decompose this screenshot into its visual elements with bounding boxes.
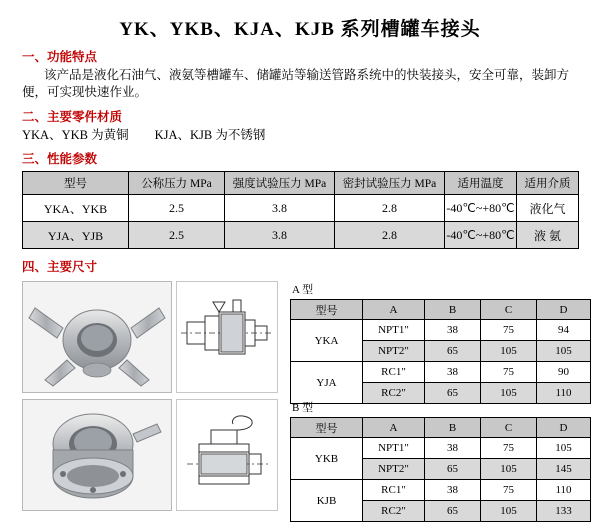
cell-c: 75 <box>481 438 537 459</box>
cell-c: 105 <box>481 383 537 404</box>
table-header-row <box>291 418 591 438</box>
dimension-table-b <box>290 417 591 522</box>
cell-d: 105 <box>537 341 591 362</box>
photo-type-a <box>22 281 172 393</box>
cell-b: 65 <box>425 341 481 362</box>
dim-table-b-caption: B 型 <box>292 402 314 414</box>
drawing-type-b <box>176 399 278 511</box>
cell-model: YKA、YKB <box>23 195 129 222</box>
col-header-strength-test-pressure: 强度试验压力 MPa <box>225 172 335 195</box>
table-row <box>23 222 579 249</box>
col-header-c: C <box>481 300 537 320</box>
cell-b: 65 <box>425 459 481 480</box>
table-header-row <box>23 172 579 195</box>
dimension-table-a <box>290 299 591 404</box>
drawing-type-a <box>176 281 278 393</box>
table-header-row <box>291 300 591 320</box>
performance-table <box>22 171 579 249</box>
col-header-medium: 适用介质 <box>517 172 579 195</box>
cell-a: NPT2" <box>363 459 425 480</box>
table-row <box>291 362 591 383</box>
cell-c: 105 <box>481 341 537 362</box>
col-header-d: D <box>537 418 591 438</box>
cell-d: 110 <box>537 383 591 404</box>
col-header-temperature: 适用温度 <box>445 172 517 195</box>
cell-b: 38 <box>425 320 481 341</box>
cell-model: YKB <box>291 438 363 480</box>
cell-b: 65 <box>425 501 481 522</box>
cell-model: KJB <box>291 480 363 522</box>
col-header-model: 型号 <box>23 172 129 195</box>
section-1-heading: 一、功能特点 <box>22 50 98 64</box>
cell-model: YKA <box>291 320 363 362</box>
cell-a: NPT1" <box>363 320 425 341</box>
cell-b: 38 <box>425 480 481 501</box>
coupling-drawing-b-graphic <box>177 400 277 510</box>
cell-d: 133 <box>537 501 591 522</box>
cell-seal-test-pressure: 2.8 <box>335 195 445 222</box>
cell-d: 94 <box>537 320 591 341</box>
section-4-heading: 四、主要尺寸 <box>22 260 98 274</box>
cell-medium: 液化气 <box>517 195 579 222</box>
col-header-d: D <box>537 300 591 320</box>
cell-c: 105 <box>481 459 537 480</box>
cell-a: RC2" <box>363 383 425 404</box>
col-header-b: B <box>425 418 481 438</box>
material-brass: YKA、YKB 为黄铜 <box>22 128 129 142</box>
material-steel: KJA、KJB 为不锈钢 <box>154 128 266 142</box>
cell-a: RC1" <box>363 362 425 383</box>
cell-a: NPT2" <box>363 341 425 362</box>
cell-b: 65 <box>425 383 481 404</box>
table-row <box>23 195 579 222</box>
cell-strength-test-pressure: 3.8 <box>225 222 335 249</box>
coupling-photo-b-graphic <box>23 400 171 510</box>
cell-nominal-pressure: 2.5 <box>129 195 225 222</box>
col-header-model: 型号 <box>291 300 363 320</box>
cell-d: 90 <box>537 362 591 383</box>
cell-d: 110 <box>537 480 591 501</box>
col-header-a: A <box>363 300 425 320</box>
table-row <box>291 438 591 459</box>
cell-temperature: -40℃~+80℃ <box>445 222 517 249</box>
coupling-drawing-a-graphic <box>177 282 277 392</box>
section-1-text <box>22 67 584 101</box>
section-2-heading: 二、主要零件材质 <box>22 110 123 124</box>
section-3-heading: 三、性能参数 <box>22 152 98 166</box>
cell-medium: 液 氨 <box>517 222 579 249</box>
cell-d: 145 <box>537 459 591 480</box>
page-title: YK、YKB、KJA、KJB 系列槽罐车接头 <box>119 19 481 40</box>
cell-c: 75 <box>481 320 537 341</box>
section-1-body: 该产品是液化石油气、液氨等槽罐车、储罐站等输送管路系统中的快装接头，安全可靠，装卸方便，可实现快速作业。 <box>22 68 570 99</box>
table-row <box>291 480 591 501</box>
col-header-model: 型号 <box>291 418 363 438</box>
cell-temperature: -40℃~+80℃ <box>445 195 517 222</box>
photo-type-b <box>22 399 172 511</box>
section-2-text <box>22 127 600 143</box>
coupling-photo-a-graphic <box>23 282 171 392</box>
dimension-table-b-wrapper <box>290 399 591 522</box>
cell-b: 38 <box>425 438 481 459</box>
table-row <box>291 320 591 341</box>
cell-b: 38 <box>425 362 481 383</box>
dim-table-a-caption: A 型 <box>292 284 314 296</box>
cell-model: YJA <box>291 362 363 404</box>
col-header-c: C <box>481 418 537 438</box>
cell-a: RC2" <box>363 501 425 522</box>
dimension-table-a-wrapper <box>290 281 591 404</box>
col-header-a: A <box>363 418 425 438</box>
cell-a: RC1" <box>363 480 425 501</box>
cell-c: 75 <box>481 480 537 501</box>
cell-c: 105 <box>481 501 537 522</box>
cell-seal-test-pressure: 2.8 <box>335 222 445 249</box>
cell-a: NPT1" <box>363 438 425 459</box>
cell-d: 105 <box>537 438 591 459</box>
col-header-nominal-pressure: 公称压力 MPa <box>129 172 225 195</box>
cell-model: YJA、YJB <box>23 222 129 249</box>
col-header-b: B <box>425 300 481 320</box>
cell-c: 75 <box>481 362 537 383</box>
cell-nominal-pressure: 2.5 <box>129 222 225 249</box>
cell-strength-test-pressure: 3.8 <box>225 195 335 222</box>
col-header-seal-test-pressure: 密封试验压力 MPa <box>335 172 445 195</box>
